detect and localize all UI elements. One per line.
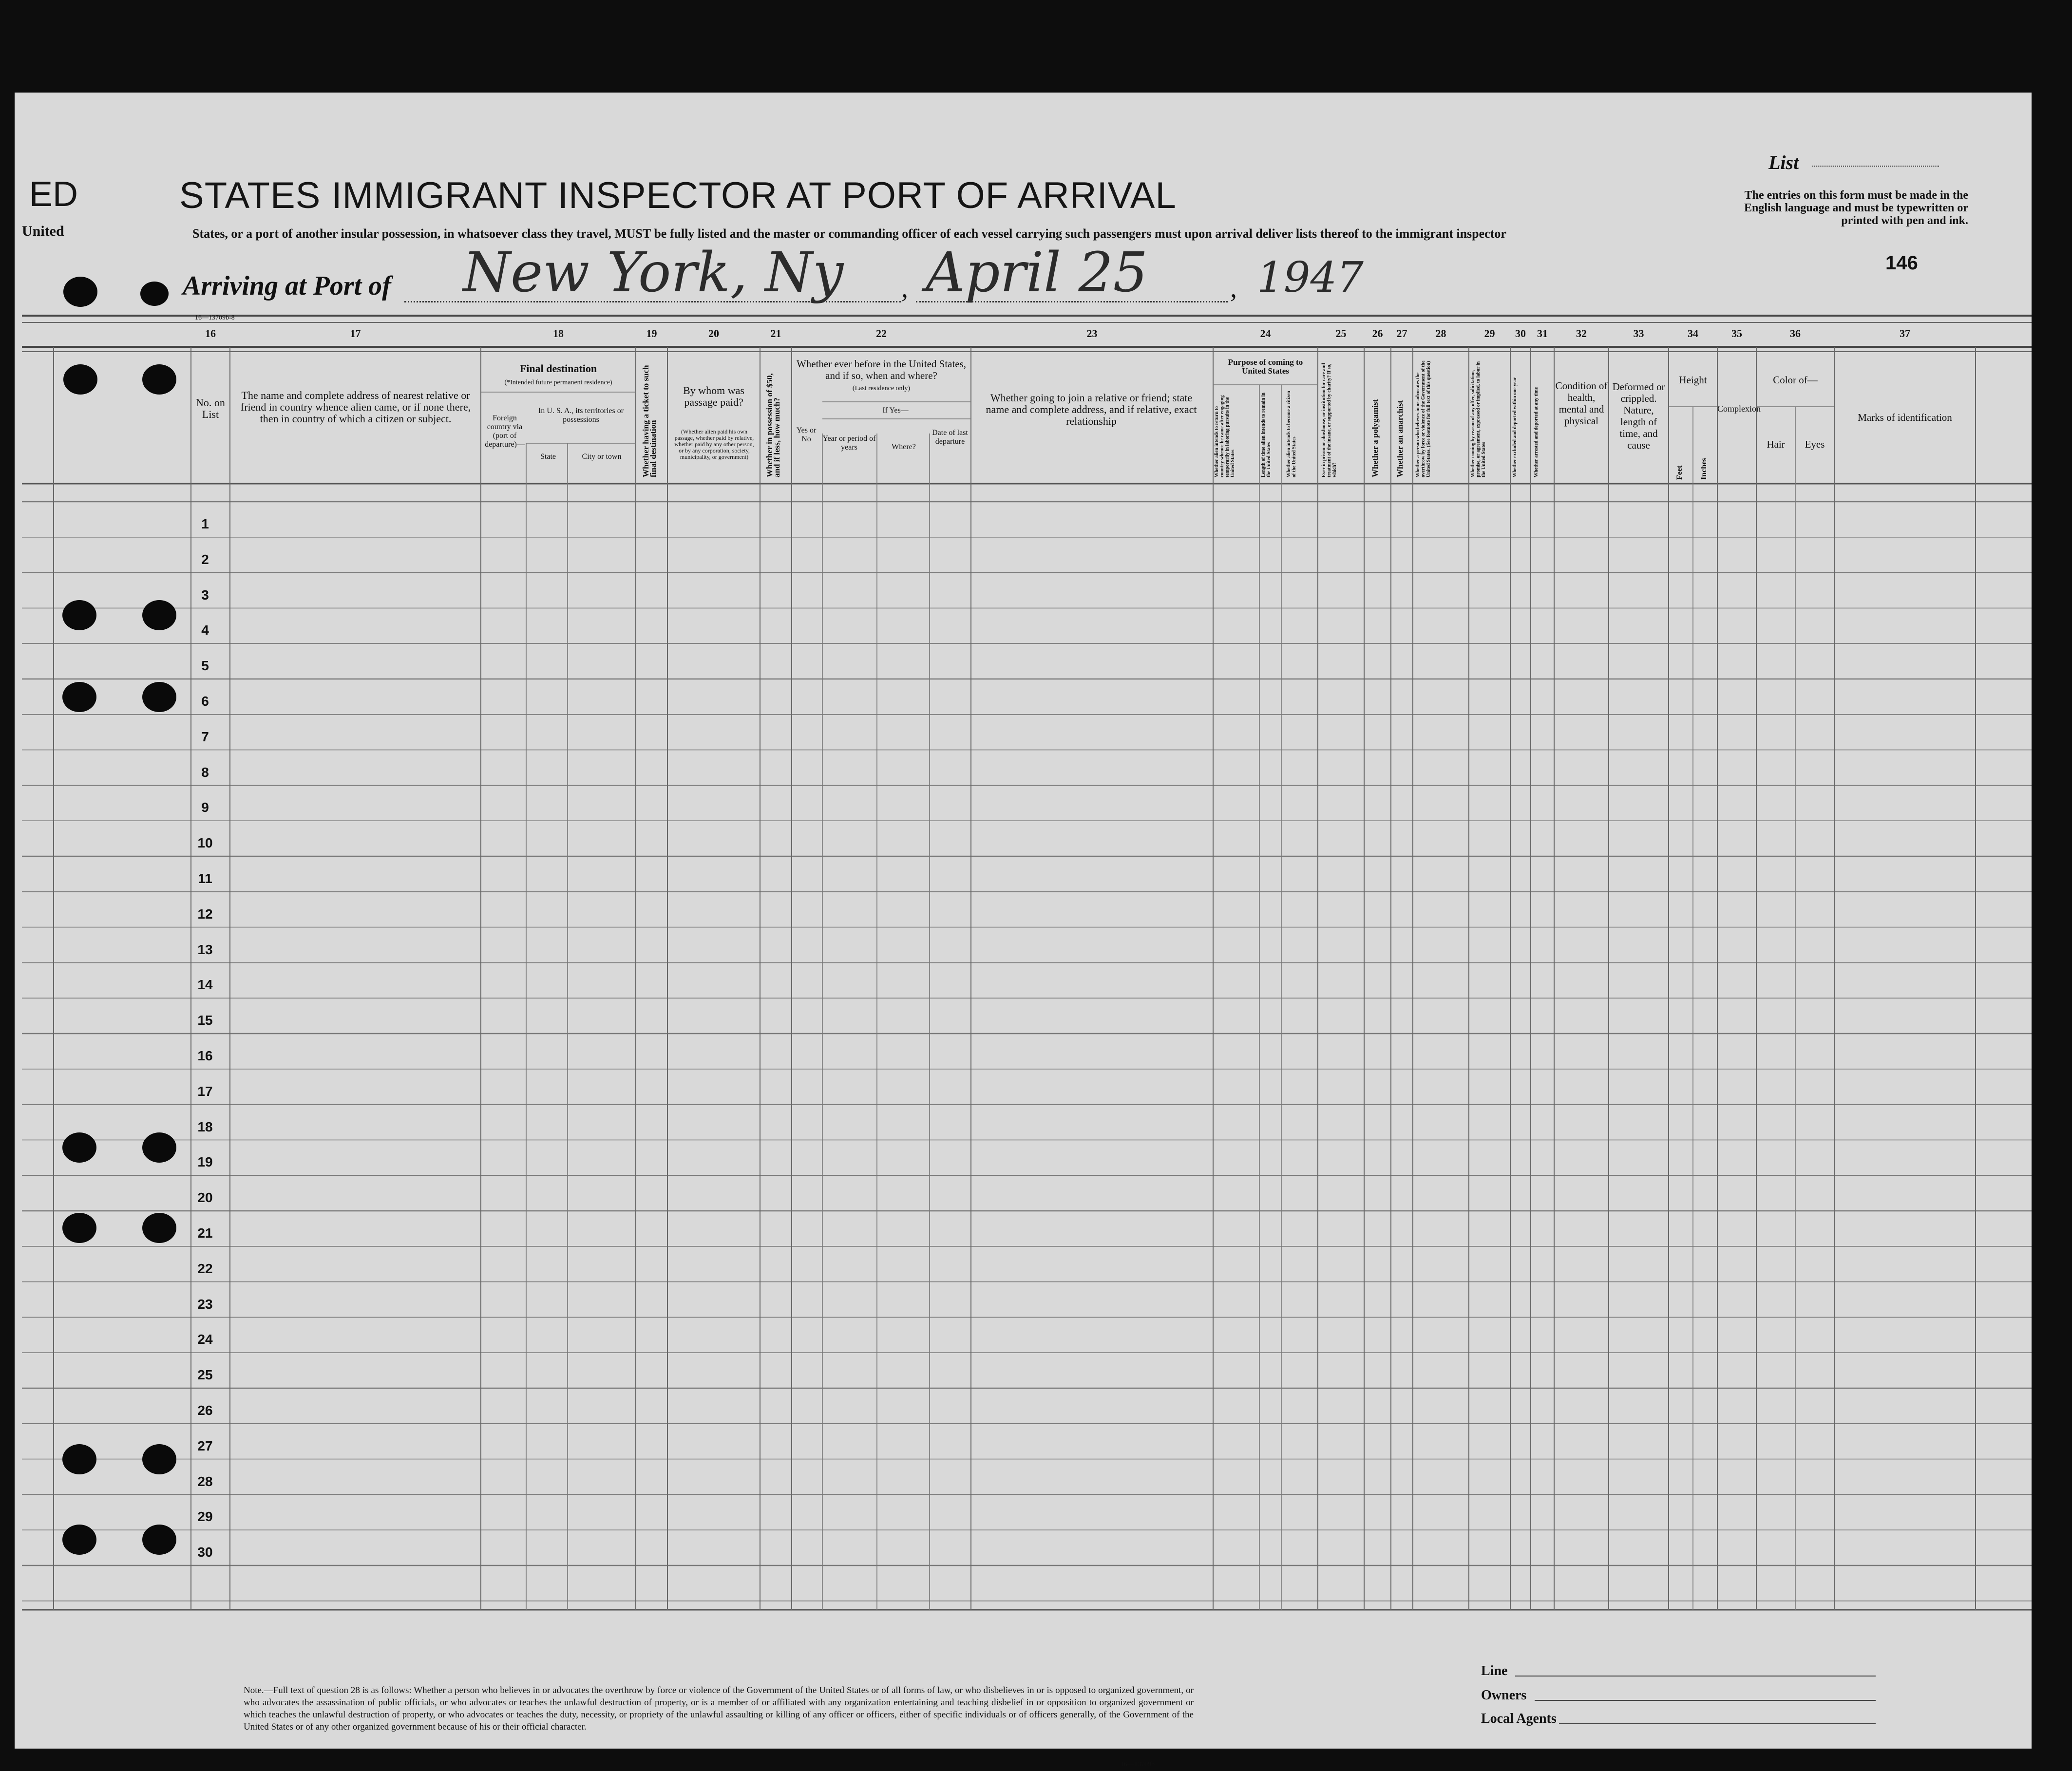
row-number: 29	[197, 1509, 213, 1525]
row-number: 12	[197, 906, 213, 922]
header-in-usa: In U. S. A., its territories or possessions	[538, 407, 624, 424]
header-final-destination: Final destination	[519, 362, 597, 375]
header-if-yes: If Yes—	[882, 406, 909, 414]
header-ticket: Whether having a ticket to such final destination	[641, 365, 658, 477]
column-number: 37	[1900, 327, 1910, 339]
row-number: 7	[201, 729, 209, 744]
column-number: 17	[350, 327, 361, 339]
row-number: 6	[201, 694, 209, 709]
column-number: 18	[553, 327, 564, 339]
column-number: 36	[1790, 327, 1801, 339]
header-year-period: Year or period of years	[822, 434, 876, 452]
arriving-label: Arriving at Port of	[183, 271, 391, 301]
column-number: 33	[1633, 327, 1644, 339]
header-passage-paid: By whom was passage paid?	[683, 384, 744, 408]
header-hair: Hair	[1767, 438, 1785, 450]
header-state: State	[540, 452, 556, 461]
row-number: 21	[197, 1225, 213, 1241]
header-eyes: Eyes	[1805, 438, 1825, 450]
punch-hole	[62, 1525, 96, 1555]
punch-hole	[62, 682, 96, 712]
header-excluded: Whether excluded and deported within one year	[1512, 377, 1518, 477]
column-number: 28	[1435, 327, 1446, 339]
comma-1: ,	[901, 273, 908, 303]
header-foreign-country: Foreign country via (port of departure)—	[485, 414, 525, 449]
header-prison: Ever in prison or almshouse, or institution for care and treatment of the insane, or supported by charity? If so, which?	[1321, 363, 1337, 477]
partial-left-title: ED	[29, 175, 78, 214]
header-ever-before: Whether ever before in the United States, and if so, when and where?	[796, 358, 967, 381]
row-number: 15	[197, 1013, 213, 1028]
header-anarchist: Whether an anarchist	[1395, 400, 1405, 477]
punch-hole	[142, 1525, 176, 1555]
punch-hole	[62, 1213, 96, 1243]
header-marks: Marks of identification	[1858, 412, 1952, 423]
footnote-question-28: Note.—Full text of question 28 is as follows: Whether a person who believes in or advocates the overthrow by force or violence of the Government of the United States or of all forms of law, or who disbelieves in or is opposed to organized government, or who advocates the assassination of public officials, or who advocates or teaches the unlawful destruction of property, or is a member of or affiliated with any organization entertaining and teaching disbelief in or opposition to organized government or which teaches the unlawful destruction of property, or who advocates or teaches the duty, necessity, or propriety of the unlawful assaulting or killing of any officer or officers, either of specific individuals or of officers generally, of the Government of the United States or of any other organized government because of his or their official character.	[244, 1685, 1194, 1732]
header-purpose-length: Length of time alien intends to remain in the United States	[1261, 393, 1272, 477]
header-color-of: Color of—	[1773, 374, 1818, 386]
header-purpose: Purpose of coming to United States	[1228, 358, 1303, 376]
header-purpose-return: Whether alien intends to return to country whence he came after engaging temporarily in laboring pursuits in the United States	[1214, 395, 1236, 477]
row-number: 20	[197, 1190, 213, 1206]
row-number: 5	[201, 658, 209, 674]
punch-hole	[63, 277, 97, 307]
header-inches: Inches	[1700, 458, 1708, 480]
list-number-line	[1812, 166, 1939, 167]
row-number: 27	[197, 1438, 213, 1453]
partial-left-subtitle: United	[22, 223, 64, 239]
row-number: 30	[197, 1545, 213, 1560]
row-number: 2	[201, 551, 209, 567]
punch-hole	[142, 1132, 176, 1163]
header-nearest-relative: The name and complete address of nearest relative or friend in country whence alien came, or if none there, then in country of which a citizen or subject.	[240, 389, 471, 425]
header-deformed: Deformed or crippled. Nature, length of time, and cause	[1612, 381, 1665, 451]
row-number: 8	[201, 764, 209, 780]
header-feet: Feet	[1675, 465, 1684, 480]
column-number: 31	[1537, 327, 1548, 339]
punch-hole	[62, 1444, 96, 1474]
row-number: 4	[201, 622, 209, 638]
punch-hole	[142, 682, 176, 712]
header-arrested: Whether arrested and deported at any time	[1534, 387, 1539, 477]
row-number: 17	[197, 1083, 213, 1099]
header-overthrow: Whether a person who believes in or advocates the overthrow by force or violence of the Government of the United States. (See footnote for full text of this question)	[1415, 360, 1431, 477]
row-number: 22	[197, 1261, 213, 1276]
row-number: 11	[198, 871, 212, 886]
page-number: 146	[1885, 252, 1918, 274]
header-complexion: Complexion	[1717, 404, 1761, 414]
page-subtitle: States, or a port of another insular possession, in whatsoever class they travel, MUST be fully listed and the master or commanding officer of each vessel carrying such passengers must upon arrival deliver lists thereof to the immigrant inspector	[192, 226, 1506, 241]
header-city-or-town: City or town	[582, 452, 622, 461]
header-date-last-departure: Date of last departure	[932, 429, 968, 446]
header-height: Height	[1679, 374, 1707, 386]
column-number: 32	[1576, 327, 1587, 339]
punch-hole	[142, 1444, 176, 1474]
page-title: STATES IMMIGRANT INSPECTOR AT PORT OF ARRIVAL	[179, 175, 1177, 216]
punch-hole	[142, 364, 176, 395]
column-number: 20	[708, 327, 719, 339]
column-number: 21	[770, 327, 781, 339]
row-number: 19	[197, 1154, 213, 1170]
header-health: Condition of health, mental and physical	[1555, 380, 1608, 427]
punch-hole	[63, 364, 97, 395]
row-number: 26	[197, 1403, 213, 1418]
punch-hole	[142, 1213, 176, 1243]
list-label: List	[1768, 151, 1799, 173]
row-number: 25	[197, 1367, 213, 1383]
column-number: 24	[1260, 327, 1271, 339]
column-number: 22	[876, 327, 887, 339]
column-number: 34	[1688, 327, 1698, 339]
punch-hole	[142, 600, 176, 630]
line-field	[1515, 1676, 1876, 1677]
date-handwritten: April 25	[926, 241, 1148, 304]
owners-label: Owners	[1481, 1688, 1527, 1703]
header-polygamist: Whether a polygamist	[1370, 399, 1380, 477]
port-handwritten: New York, Ny	[463, 241, 844, 304]
row-number: 9	[201, 800, 209, 815]
row-number: 1	[201, 516, 209, 531]
row-number: 18	[197, 1119, 213, 1134]
header-where: Where?	[892, 443, 916, 451]
punch-hole	[62, 600, 96, 630]
row-number: 3	[201, 587, 209, 603]
owners-field	[1535, 1700, 1876, 1701]
header-yes-or-no: Yes or No	[796, 426, 817, 443]
punch-hole	[140, 282, 169, 306]
column-number: 16	[205, 327, 216, 339]
column-number: 35	[1731, 327, 1742, 339]
header-offer-labor: Whether coming by reason of any offer, solicitation, promise, or agreement, expressed or implied, to labor in the United States	[1470, 361, 1486, 477]
header-going-to-join: Whether going to join a relative or friend; state name and complete address, and if relative, exact relationship	[986, 392, 1197, 427]
column-number: 19	[646, 327, 657, 339]
row-number: 13	[197, 942, 213, 957]
punch-hole	[62, 1132, 96, 1163]
row-number: 10	[197, 835, 213, 851]
comma-2: ,	[1230, 273, 1237, 303]
header-no-on-list: No. on List	[196, 396, 225, 420]
form-instructions: The entries on this form must be made in the English language and must be typewritten or printed with pen and ink.	[1744, 189, 1968, 227]
row-number: 14	[197, 977, 213, 993]
column-number: 30	[1515, 327, 1526, 339]
row-number: 16	[197, 1048, 213, 1063]
row-number: 23	[197, 1296, 213, 1312]
header-possession-50: Whether in possession of $50, and if less, how much?	[765, 373, 781, 477]
column-number: 25	[1335, 327, 1347, 339]
row-number: 28	[197, 1473, 213, 1489]
column-number: 23	[1086, 327, 1098, 339]
column-number: 29	[1484, 327, 1495, 339]
year-handwritten: 1947	[1257, 253, 1364, 302]
column-number: 27	[1396, 327, 1407, 339]
header-last-residence: (Last residence only)	[852, 385, 911, 392]
local-agents-label: Local Agents	[1481, 1711, 1557, 1726]
header-final-destination-note: (*Intended future permanent residence)	[504, 379, 612, 386]
header-purpose-citizen: Whether alien intends to become a citizen of the United States	[1286, 391, 1297, 477]
row-number: 24	[197, 1332, 213, 1347]
footer-form-number: 16—13709b	[1121, 1761, 1155, 1768]
line-label: Line	[1481, 1663, 1508, 1678]
form-number: 16—13709b-8	[195, 314, 235, 321]
local-agents-field	[1559, 1723, 1876, 1724]
header-passage-paid-note: (Whether alien paid his own passage, whether paid by relative, whether paid by any other person, or by any corporation, society, municipality, or government)	[674, 428, 754, 460]
column-number: 26	[1372, 327, 1383, 339]
